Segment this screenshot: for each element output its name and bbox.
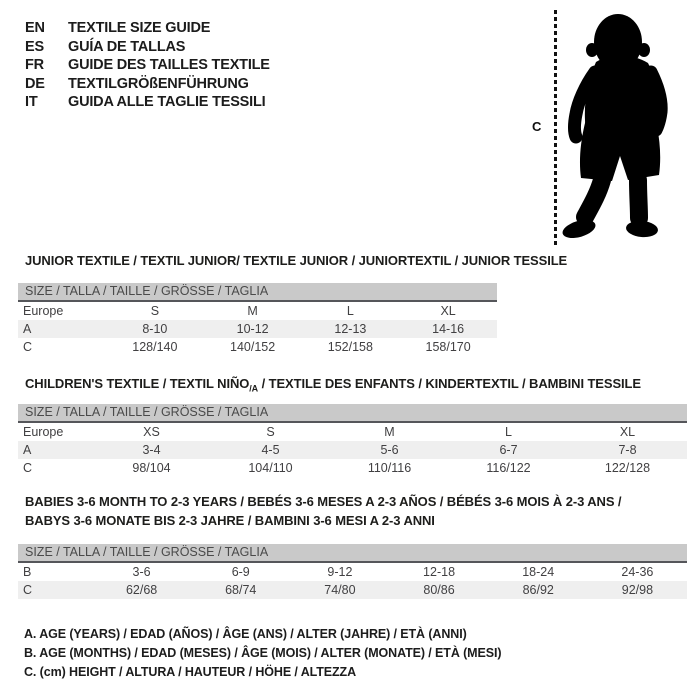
- size-table-junior: [18, 302, 497, 356]
- cell: S: [266, 425, 275, 439]
- lang-row-fr: [25, 56, 270, 75]
- cell: 24-36: [621, 565, 654, 579]
- lang-label: GUÍA DE TALLAS: [68, 38, 186, 55]
- cell: 12-13: [302, 320, 400, 338]
- cell: XS: [143, 425, 160, 439]
- cell: 4-5: [211, 441, 330, 459]
- row-label: C: [18, 581, 92, 599]
- row-label: A: [18, 441, 92, 459]
- lang-code: EN: [25, 20, 45, 36]
- row-label: Europe: [23, 304, 64, 318]
- cell: 5-6: [330, 441, 449, 459]
- cell: 18-24: [522, 565, 555, 579]
- table-row-age: [18, 441, 687, 459]
- row-label: B: [23, 565, 32, 579]
- cell: 116/122: [486, 461, 531, 475]
- title-subscript: /A: [249, 383, 259, 394]
- cell: 104/110: [248, 461, 293, 475]
- table-row-height: [18, 581, 687, 599]
- title-text: / TEXTILE DES ENFANTS / KINDERTEXTIL / BAMBINI TESSILE: [258, 376, 641, 391]
- cell: 98/104: [132, 461, 171, 475]
- table-row-months: [18, 563, 687, 581]
- lang-row-it: [25, 93, 270, 112]
- lang-row-en: [25, 19, 270, 38]
- section-title-children: [25, 374, 641, 399]
- size-header-bar-junior: SIZE / TALLA / TAILLE / GRÖSSE / TAGLIA: [18, 283, 497, 302]
- section-title-junior: JUNIOR TEXTILE / TEXTIL JUNIOR/ TEXTILE JUNIOR / JUNIORTEXTIL / JUNIOR TESSILE: [25, 253, 568, 268]
- size-header-bar-babies: SIZE / TALLA / TAILLE / GRÖSSE / TAGLIA: [18, 544, 687, 563]
- footnote-c: C. (cm) HEIGHT / ALTURA / HAUTEUR / HÖHE / ALTEZZA: [24, 665, 357, 679]
- cell: 152/158: [327, 340, 373, 354]
- cell: 8-10: [106, 320, 204, 338]
- table-row-europe: [18, 423, 687, 441]
- title-text: CHILDREN'S TEXTILE / TEXTIL NIÑO: [25, 376, 250, 391]
- cell: 158/170: [425, 340, 471, 354]
- cell: XL: [619, 425, 636, 439]
- lang-row-es: [25, 38, 270, 57]
- cell: S: [150, 304, 160, 318]
- cell: 3-6: [132, 565, 151, 579]
- cell: 68/74: [191, 581, 290, 599]
- title-line-2: BABYS 3-6 MONATE BIS 2-3 JAHRE / BAMBINI 3-6 MESI A 2-3 ANNI: [25, 513, 435, 528]
- size-table-children: [18, 423, 687, 477]
- footnote-b: B. AGE (MONTHS) / EDAD (MESES) / ÂGE (MOIS) / ALTER (MONATE) / ETÀ (MESI): [24, 646, 502, 660]
- size-header-bar-children: SIZE / TALLA / TAILLE / GRÖSSE / TAGLIA: [18, 404, 687, 423]
- lang-code: DE: [25, 75, 45, 92]
- lang-label: TEXTILE SIZE GUIDE: [68, 20, 211, 36]
- table-row-europe: [18, 302, 497, 320]
- language-title-block: [25, 19, 270, 112]
- cell: 10-12: [204, 320, 302, 338]
- footnote-a: A. AGE (YEARS) / EDAD (AÑOS) / ÂGE (ANS) / ALTER (JAHRE) / ETÀ (ANNI): [24, 627, 467, 641]
- height-measure-label: C: [532, 119, 542, 134]
- cell: 86/92: [489, 581, 588, 599]
- row-label: Europe: [23, 425, 64, 439]
- lang-code: IT: [25, 94, 38, 110]
- cell: 92/98: [588, 581, 687, 599]
- table-row-age: [18, 320, 497, 338]
- cell: 110/116: [367, 461, 412, 475]
- cell: 62/68: [92, 581, 191, 599]
- cell: M: [384, 425, 395, 439]
- table-row-height: [18, 338, 497, 356]
- lang-row-de: [25, 75, 270, 94]
- cell: 7-8: [568, 441, 687, 459]
- title-line-1: BABIES 3-6 MONTH TO 2-3 YEARS / BEBÉS 3-6 MESES A 2-3 AÑOS / BÉBÉS 3-6 MOIS À 2-3 ANS /: [25, 494, 622, 509]
- cell: 12-18: [423, 565, 456, 579]
- section-title-babies: [25, 492, 621, 530]
- cell: 140/152: [230, 340, 276, 354]
- baby-silhouette-icon: [558, 8, 694, 248]
- cell: 6-7: [449, 441, 568, 459]
- row-label: A: [18, 320, 106, 338]
- lang-label: GUIDA ALLE TAGLIE TESSILI: [68, 94, 266, 110]
- row-label: C: [23, 340, 33, 354]
- cell: 3-4: [92, 441, 211, 459]
- lang-code: ES: [25, 38, 44, 55]
- lang-label: TEXTILGRÖßENFÜHRUNG: [68, 75, 249, 92]
- cell: 9-12: [327, 565, 353, 579]
- cell: XL: [440, 304, 456, 318]
- cell: L: [346, 304, 354, 318]
- cell: 122/128: [604, 461, 651, 475]
- cell: 128/140: [132, 340, 178, 354]
- height-dashed-line: [554, 10, 557, 247]
- table-row-height: [18, 459, 687, 477]
- cell: 14-16: [399, 320, 497, 338]
- cell: L: [505, 425, 512, 439]
- cell: 80/86: [389, 581, 488, 599]
- lang-code: FR: [25, 57, 44, 73]
- row-label: C: [23, 461, 33, 475]
- cell: 6-9: [231, 565, 250, 579]
- cell: 74/80: [290, 581, 389, 599]
- footnote-legend: [24, 625, 501, 682]
- cell: M: [247, 304, 258, 318]
- size-table-babies: [18, 563, 687, 599]
- lang-label: GUIDE DES TAILLES TEXTILE: [68, 57, 270, 73]
